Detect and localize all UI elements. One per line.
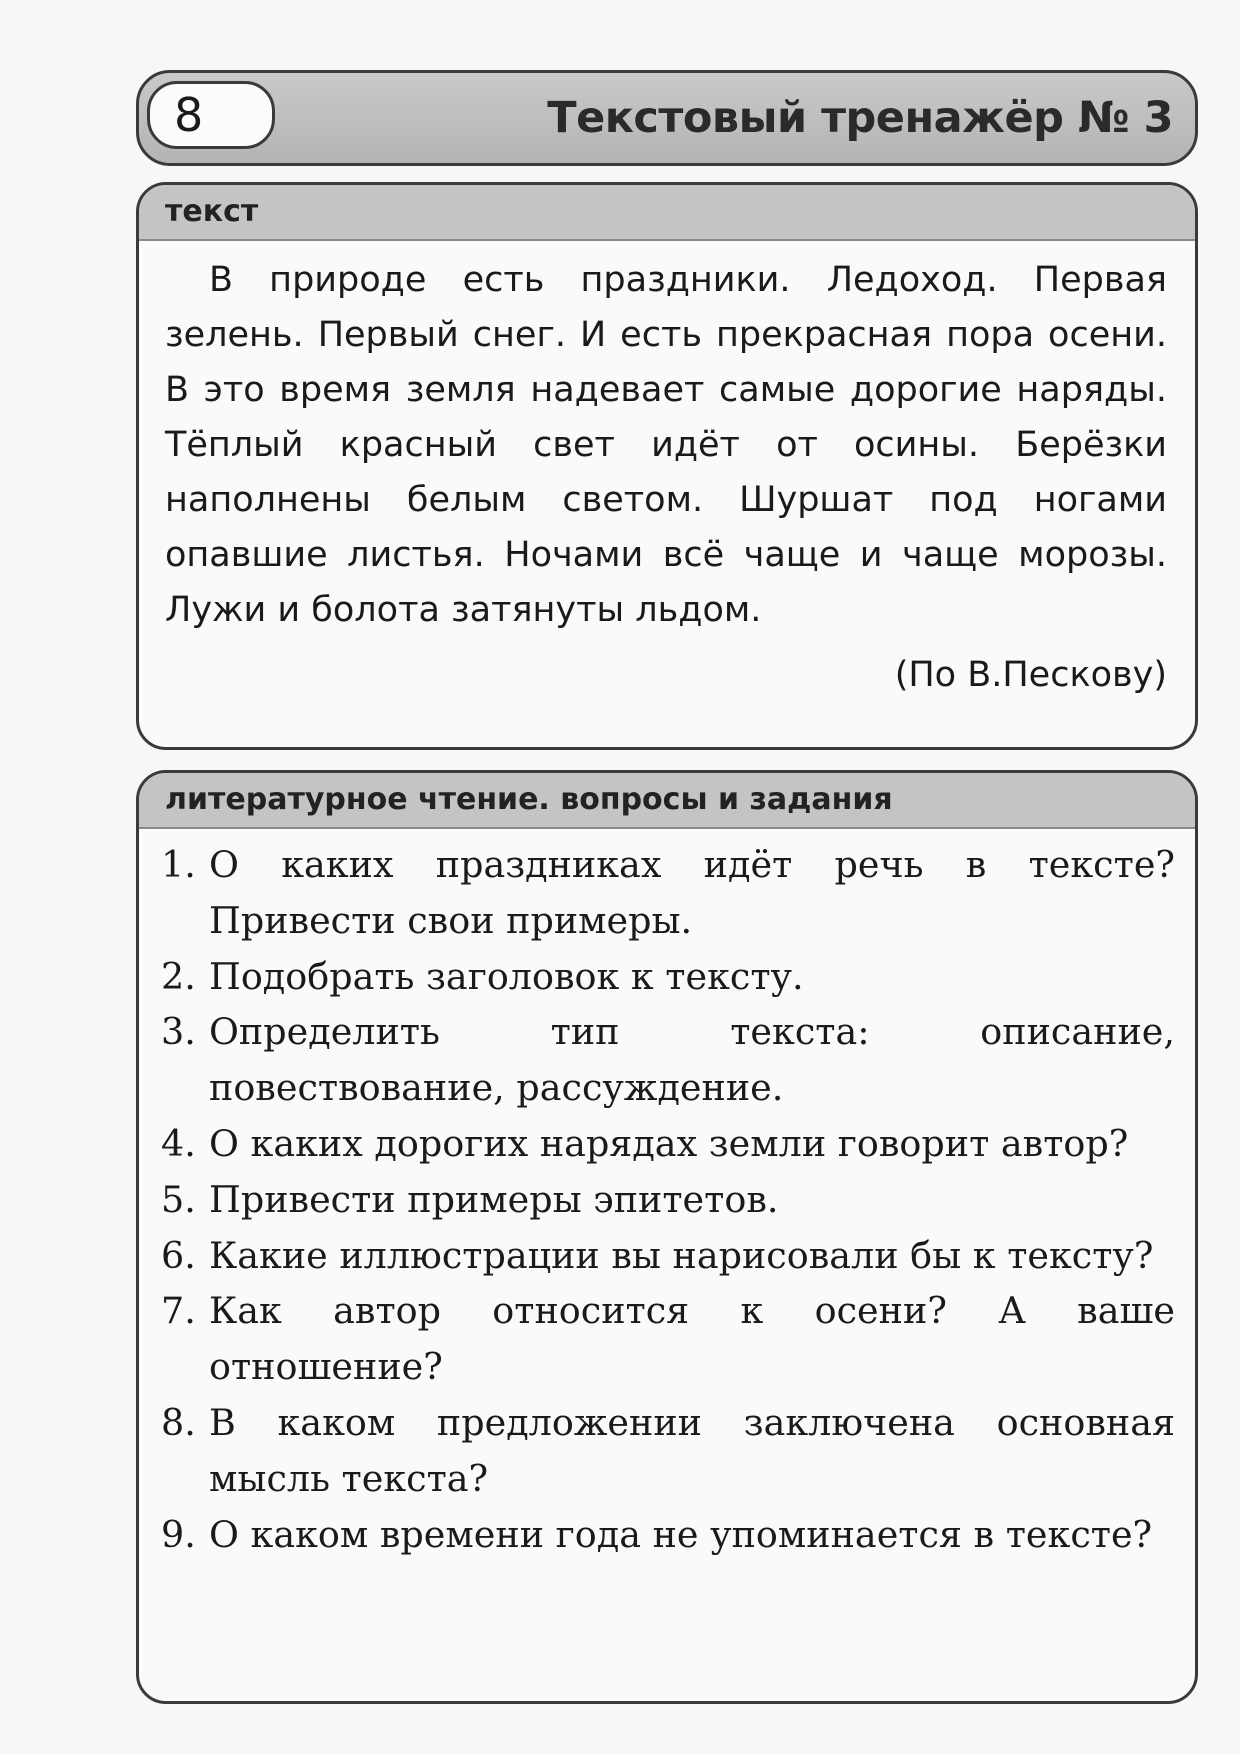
page-header bbox=[136, 70, 1198, 166]
tasks-section-heading: литературное чтение. вопросы и задания bbox=[139, 773, 1195, 829]
page-number: 8 bbox=[147, 81, 275, 149]
task-number: 9. bbox=[161, 1512, 196, 1556]
task-number: 5. bbox=[161, 1177, 196, 1221]
tasks-card bbox=[136, 770, 1198, 1704]
task-text: О каком времени года не упоминается в тексте? bbox=[209, 1512, 1153, 1556]
page-title: Текстовый тренажёр № 3 bbox=[547, 93, 1173, 143]
task-number: 2. bbox=[161, 954, 196, 998]
task-text: Подобрать заголовок к тексту. bbox=[209, 954, 804, 998]
task-text: Определить тип текста: описание, повествование, рассуждение. bbox=[209, 1010, 1175, 1110]
text-section-heading: текст bbox=[139, 185, 1195, 241]
task-item bbox=[161, 1004, 1175, 1116]
task-item bbox=[161, 1507, 1175, 1563]
task-number: 8. bbox=[161, 1400, 196, 1444]
task-number: 4. bbox=[161, 1121, 196, 1165]
task-item bbox=[161, 1228, 1175, 1284]
passage-text: В природе есть праздники. Ледоход. Первая зелень. Первый снег. И есть прекрасная пора осени. В это время земля надевает самые дорогие наряды. Тёплый красный свет идёт от осины. Берёзки наполнены белым светом. Шуршат под ногами опавшие листья. Ночами всё чаще и чаще морозы. Лужи и болота затянуты льдом. bbox=[165, 260, 1167, 630]
task-text: О каких праздниках идёт речь в тексте? Привести свои примеры. bbox=[209, 843, 1175, 942]
task-number: 3. bbox=[161, 1010, 196, 1054]
task-item bbox=[161, 1116, 1175, 1172]
task-number: 6. bbox=[161, 1233, 196, 1277]
task-item bbox=[161, 837, 1175, 949]
task-item bbox=[161, 949, 1175, 1005]
passage-attribution: (По В.Пескову) bbox=[894, 655, 1167, 695]
task-text: Привести примеры эпитетов. bbox=[209, 1177, 779, 1221]
task-text: Какие иллюстрации вы нарисовали бы к тексту? bbox=[209, 1233, 1154, 1277]
task-text: О каких дорогих нарядах земли говорит автор? bbox=[209, 1121, 1129, 1165]
task-item bbox=[161, 1395, 1175, 1507]
task-item bbox=[161, 1172, 1175, 1228]
text-card bbox=[136, 182, 1198, 750]
task-number: 1. bbox=[161, 843, 196, 886]
task-item bbox=[161, 1283, 1175, 1395]
task-text: В каком предложении заключена основная мысль текста? bbox=[209, 1400, 1175, 1500]
task-number: 7. bbox=[161, 1289, 196, 1333]
task-text: Как автор относится к осени? А ваше отношение? bbox=[209, 1289, 1175, 1389]
task-list bbox=[161, 837, 1175, 1562]
